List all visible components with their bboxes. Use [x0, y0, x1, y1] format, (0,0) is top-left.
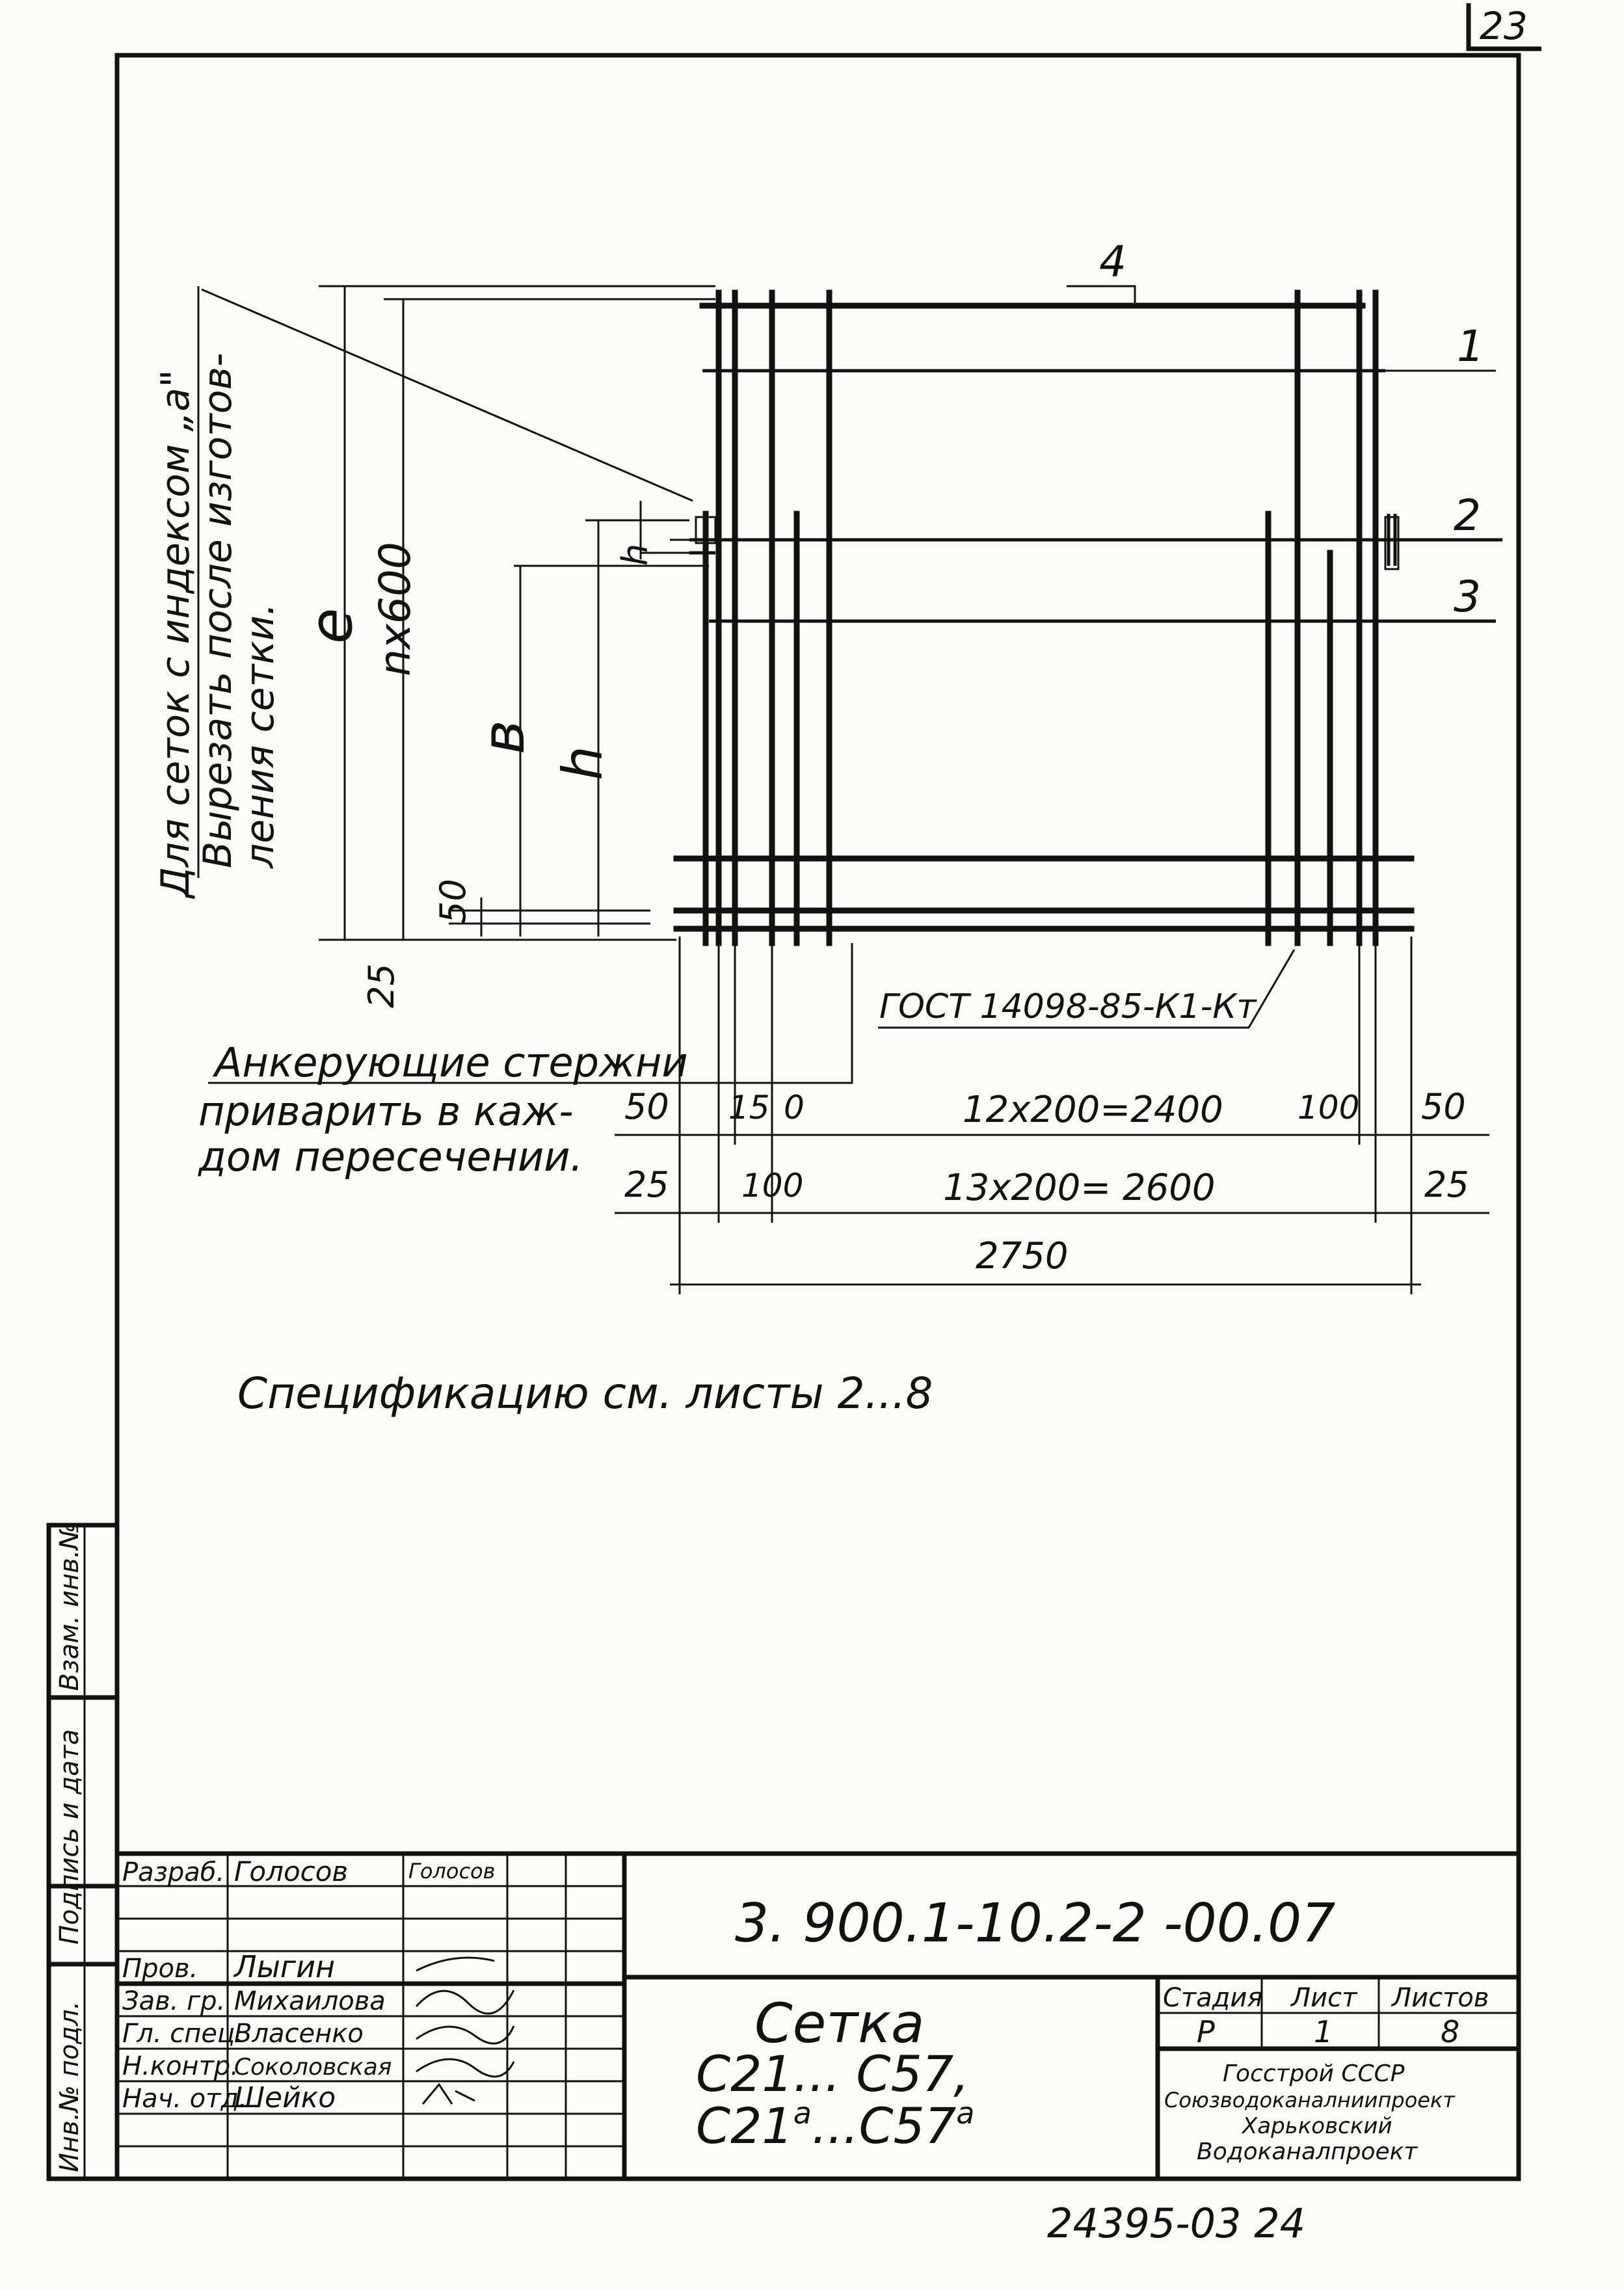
stage-value: Р [1197, 2014, 1215, 2049]
role-4: Н.контр. [122, 2051, 239, 2081]
spec-note: Спецификацию см. листы 2...8 [237, 1368, 933, 1418]
anchor-note [198, 943, 852, 1180]
role-0: Разраб. [122, 1857, 225, 1887]
side-inv-podl: Инв.№ подл. [55, 2001, 85, 2172]
title-line1: Сетка [754, 1991, 925, 2055]
role-1: Пров. [122, 1954, 198, 1984]
callout-1: 1 [1457, 321, 1484, 371]
side-vzam-inv: Взам. инв.№ [55, 1523, 85, 1691]
dim-row2-right: 25 [1424, 1164, 1469, 1205]
callout-2: 2 [1454, 490, 1481, 540]
signature-2 [416, 1990, 514, 2014]
title-block [117, 1854, 1519, 2179]
name-5: Шейко [234, 2081, 336, 2114]
dim-50: 50 [433, 879, 473, 924]
side-stamp [49, 1523, 117, 2179]
sign-0: Голосов [408, 1859, 496, 1884]
side-podpis-data: Подпись и дата [55, 1729, 85, 1945]
name-4: Соколовская [234, 2054, 392, 2081]
name-2: Михаилова [234, 1986, 386, 2016]
sheet-value: 1 [1314, 2014, 1333, 2049]
name-0: Голосов [234, 1856, 349, 1887]
note-index-a-line1: Для сеток с индексом „а" [153, 369, 198, 898]
dim-row2-a: 100 [741, 1167, 804, 1205]
dim-row2-mid: 13x200= 2600 [943, 1167, 1216, 1209]
signature-5 [423, 2084, 475, 2104]
title-line3-tail: ...С57 [811, 2097, 957, 2155]
mesh-drawing [676, 237, 1502, 943]
anchor-note-line1: Анкерующие стержни [215, 1039, 688, 1086]
dim-e: е [297, 607, 366, 644]
title-line2: С21... С57, [696, 2045, 970, 2103]
anchor-note-line2: приварить в каж- [198, 1087, 574, 1135]
dim-row2-left: 25 [624, 1164, 669, 1205]
dim-nx600: nx600 [370, 542, 420, 676]
role-3: Гл. спец. [122, 2019, 243, 2049]
note-index-a-line2: Вырезать после изготов- [195, 353, 241, 868]
title-line3 [696, 2096, 974, 2155]
note-index-a [153, 286, 693, 899]
name-3: Власенко [234, 2019, 364, 2049]
dim-total: 2750 [976, 1235, 1069, 1277]
dim-25: 25 [361, 963, 402, 1008]
title-line3-sup: а [793, 2096, 812, 2131]
dim-row1-right-a: 100 [1298, 1089, 1360, 1126]
org-line1: Госстрой СССР [1223, 2060, 1405, 2087]
corner-number: 23 [1480, 4, 1528, 48]
note-index-a-line3: ления сетки. [237, 603, 283, 868]
dim-row1-b: 0 [784, 1089, 805, 1126]
role-5: Нач. отд. [122, 2084, 247, 2114]
gost-label: ГОСТ 14098-85-К1-Кт [879, 987, 1257, 1026]
dim-h-small: h [615, 543, 656, 566]
dim-v: в [470, 719, 538, 754]
sheets-header: Листов [1392, 1983, 1489, 2013]
title-line3-a: С21 [696, 2097, 793, 2155]
org-line2: Союзводоканалниипроект [1164, 2088, 1455, 2112]
bottom-number: 24395-03 24 [1047, 2200, 1306, 2247]
stage-header: Стадия [1163, 1983, 1263, 2013]
dim-row1-left: 50 [624, 1086, 669, 1127]
anchor-note-line3: дом пересечении. [198, 1133, 583, 1180]
signature-4 [416, 2059, 514, 2077]
callout-3: 3 [1454, 572, 1481, 622]
dim-row1-a: 15 [728, 1089, 770, 1126]
vertical-dimensions [297, 286, 715, 1008]
name-1: Лыгин [234, 1949, 336, 1984]
org-line3: Харьковский [1242, 2113, 1392, 2139]
dim-row1-right: 50 [1421, 1086, 1466, 1127]
org-line4: Водоканалпроект [1197, 2138, 1418, 2165]
sheet-header: Лист [1291, 1983, 1357, 2013]
role-2: Зав. гр. [122, 1986, 226, 2016]
title-line3-sup2: а [956, 2096, 975, 2131]
dim-h: h [551, 745, 615, 780]
signature-3 [416, 2026, 514, 2044]
dim-row1-mid: 12x200=2400 [963, 1089, 1223, 1131]
callout-4: 4 [1099, 237, 1126, 287]
doc-code: 3. 900.1-10.2-2 -00.07 [735, 1893, 1336, 1954]
signature-1 [416, 1958, 494, 1971]
sheets-value: 8 [1441, 2014, 1460, 2049]
